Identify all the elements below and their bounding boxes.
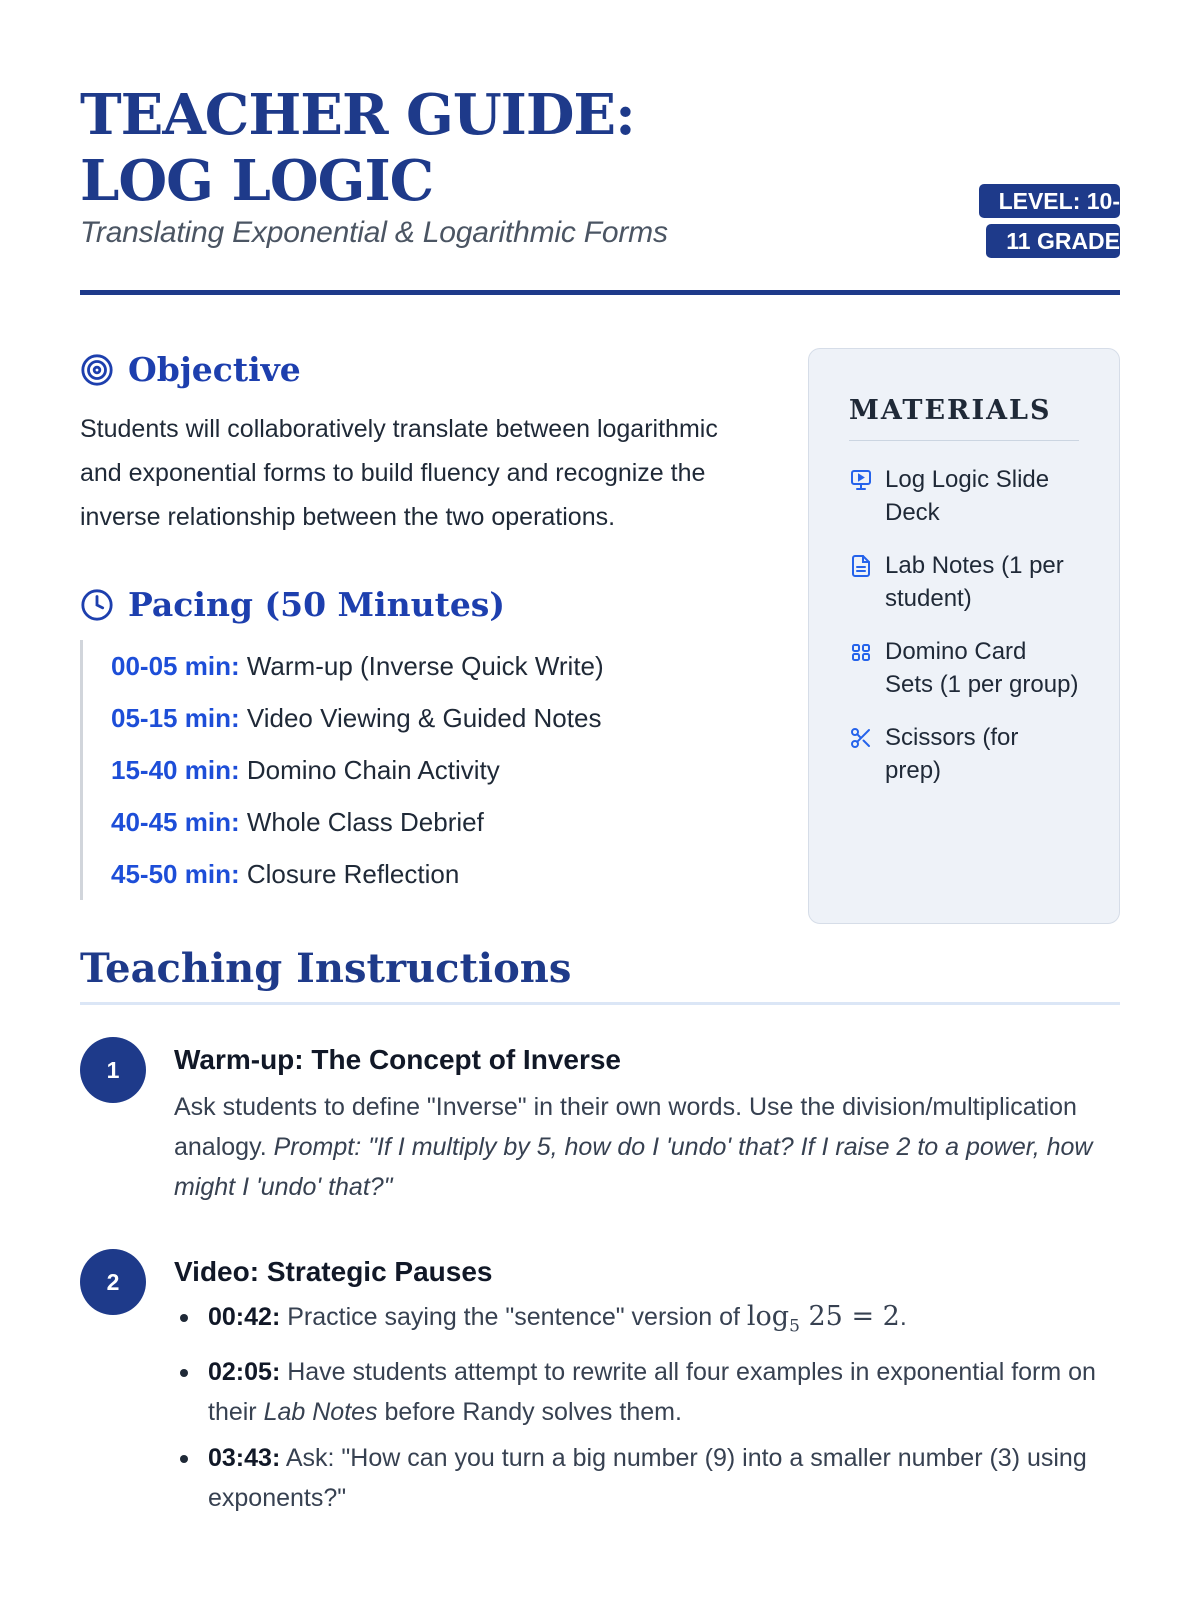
steps-list	[80, 1037, 1120, 1524]
video-timestamp: 03:43:	[208, 1444, 281, 1473]
instructions-section	[80, 945, 1120, 1524]
pacing-item	[111, 692, 760, 744]
clock-icon	[80, 588, 114, 622]
pacing-list	[80, 640, 760, 900]
level-badge-label: LEVEL: 10-11 GRADE	[979, 184, 1120, 258]
pacing-activity: Closure Reflection	[246, 859, 460, 889]
pacing-item	[111, 796, 760, 848]
target-icon	[80, 353, 114, 387]
material-label: Scissors (for prep)	[885, 724, 1019, 784]
pacing-activity: Domino Chain Activity	[246, 755, 500, 785]
step-bullets	[174, 1297, 1120, 1518]
instructions-heading: Teaching Instructions	[80, 945, 1120, 1005]
step-title: Video: Strategic Pauses	[174, 1256, 493, 1287]
math-log: log	[746, 1301, 790, 1332]
step-prompt: Prompt: "If I multiply by 5, how do I 'undo' that? If I raise 2 to a power, how might I 'undo' that?"	[174, 1133, 1093, 1201]
objective-text: Students will collaboratively translate between logarithmic and exponential forms to build fluency and recognize the inverse relationship between the two operations.	[80, 415, 718, 531]
grid-icon	[849, 640, 873, 664]
pacing-heading-label: Pacing (50 Minutes)	[128, 585, 506, 624]
step-number: 2	[80, 1249, 146, 1315]
pacing-time: 40-45 min:	[111, 807, 240, 837]
pacing-item	[111, 744, 760, 796]
math-expression	[746, 1301, 900, 1337]
page-title: TEACHER GUIDE: LOG LOGIC	[80, 82, 635, 214]
objective-heading-label: Objective	[128, 350, 301, 389]
video-timestamp: 00:42:	[208, 1303, 281, 1331]
step-description: Ask students to define "Inverse" in their own words. Use the division/multiplication analogy.	[174, 1093, 1077, 1161]
video-timestamp: 02:05:	[208, 1358, 281, 1387]
step-bullet	[174, 1438, 1120, 1518]
material-item	[849, 721, 1079, 787]
materials-title: MATERIALS	[849, 395, 1079, 441]
scissors-icon	[849, 726, 873, 750]
bullet-end: .	[899, 1303, 907, 1331]
objective-heading	[80, 350, 760, 389]
document-icon	[849, 554, 873, 578]
pacing-activity: Whole Class Debrief	[246, 807, 484, 837]
bullet-emphasis: Lab Notes	[263, 1398, 378, 1427]
pacing-activity: Warm-up (Inverse Quick Write)	[246, 651, 604, 681]
level-badge	[958, 181, 1120, 261]
material-item	[849, 549, 1079, 615]
material-label: Lab Notes (1 per student)	[885, 552, 1064, 612]
materials-panel	[808, 348, 1120, 924]
material-item	[849, 463, 1079, 529]
overview-left-column	[80, 350, 760, 900]
math-base: 5	[789, 1316, 800, 1337]
overview-section	[80, 295, 1120, 945]
step-title: Warm-up: The Concept of Inverse	[174, 1044, 622, 1075]
step-number: 1	[80, 1037, 146, 1103]
math-rest: 25 = 2	[808, 1301, 900, 1332]
pacing-item	[111, 848, 760, 900]
pacing-item	[111, 640, 760, 692]
bullet-text: Practice saying the "sentence" version of	[287, 1303, 740, 1331]
bullet-end: before Randy solves them.	[384, 1398, 682, 1427]
step-bullet	[174, 1297, 1120, 1346]
material-item	[849, 635, 1079, 701]
materials-list	[849, 463, 1079, 787]
step-body	[174, 1037, 1120, 1207]
presentation-icon	[849, 468, 873, 492]
pacing-time: 45-50 min:	[111, 859, 240, 889]
page-subtitle: Translating Exponential & Logarithmic Forms	[80, 216, 668, 249]
step-item	[80, 1249, 1120, 1524]
page-header	[80, 0, 1120, 295]
pacing-activity: Video Viewing & Guided Notes	[246, 703, 602, 733]
pacing-time: 15-40 min:	[111, 755, 240, 785]
pacing-heading	[80, 585, 760, 624]
material-label: Domino Card Sets (1 per group)	[885, 638, 1079, 698]
material-label: Log Logic Slide Deck	[885, 466, 1050, 526]
step-item	[80, 1037, 1120, 1207]
bullet-text: Have students attempt to rewrite all four examples in exponential form on their	[208, 1358, 1096, 1427]
step-bullet	[174, 1352, 1120, 1432]
step-body	[174, 1249, 1120, 1524]
pacing-time: 05-15 min:	[111, 703, 240, 733]
step-text	[174, 1087, 1120, 1207]
bullet-text: Ask: "How can you turn a big number (9) into a smaller number (3) using exponents?"	[208, 1444, 1087, 1513]
pacing-time: 00-05 min:	[111, 651, 240, 681]
